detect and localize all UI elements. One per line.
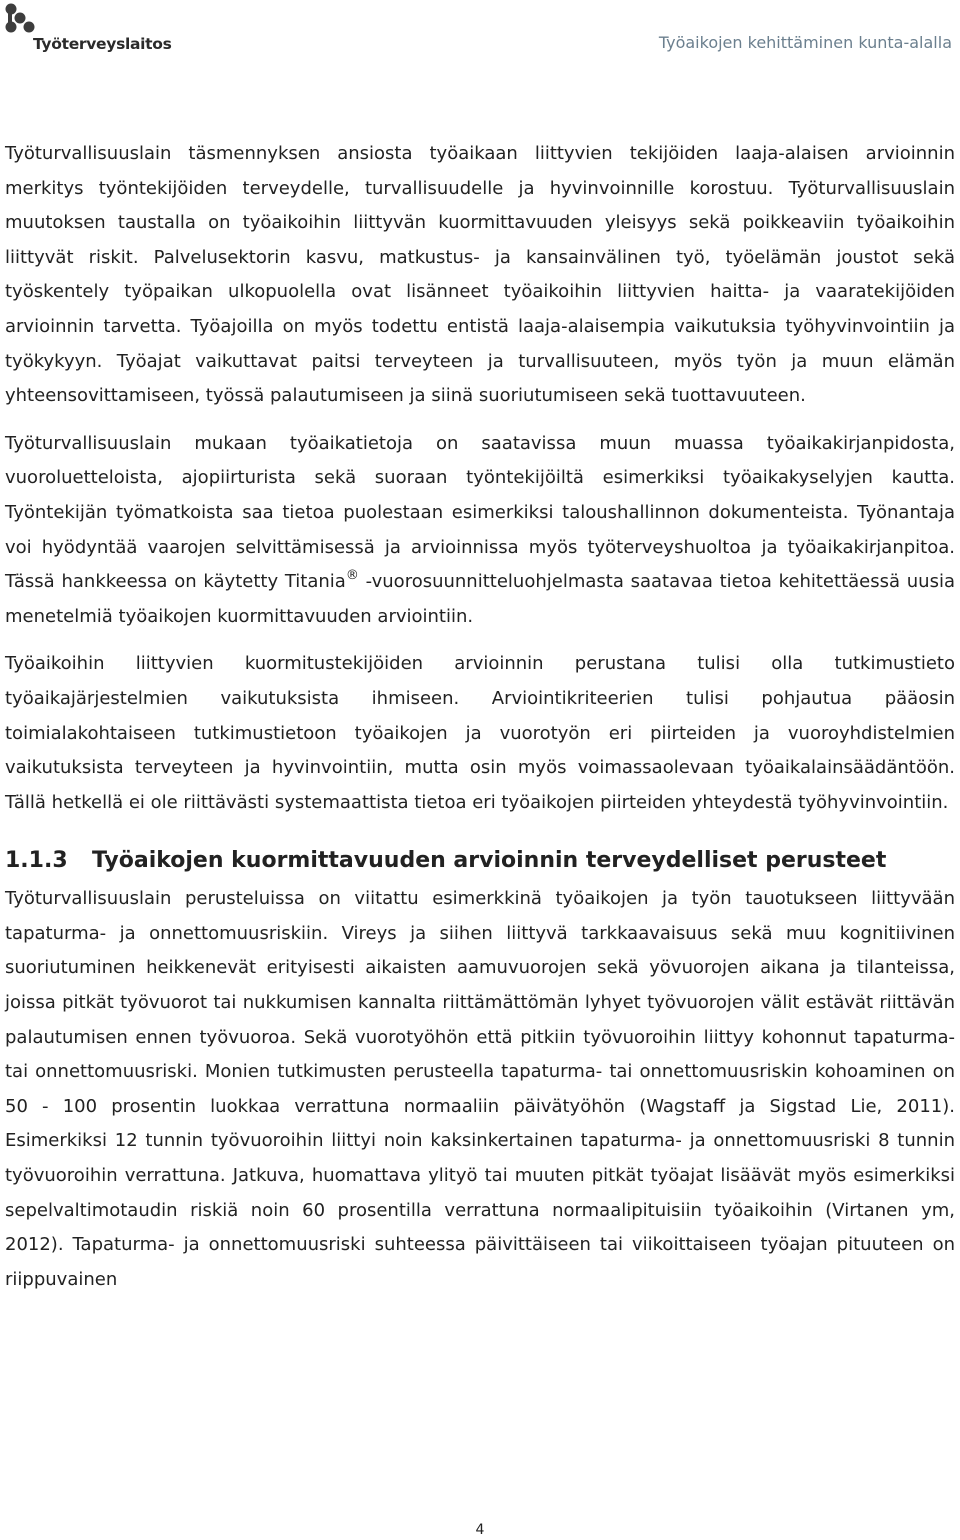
logo-wordmark: Työterveyslaitos (33, 35, 172, 53)
section-heading (5, 844, 955, 877)
page-number: 4 (475, 1522, 485, 1538)
document-body (5, 137, 955, 1297)
section-number: 1.1.3 (5, 848, 68, 874)
section-paragraph: Työturvallisuuslain perusteluissa on viitattu esimerkkinä työaikojen ja työn tauotukseen liittyvään tapaturma- ja onnettomuusriskiin. Vireys ja siihen liittyvä tarkkaavaisuus sekä muu kognitiivinen suoriutuminen heikkenevät erityisesti aikaisten aamuvuorojen sekä yövuorojen aikana ja tilanteissa, joissa pitkät työvuorot tai nukkumisen kannalta riittämättömän lyhyet työvuorojen välit estävät riittävän palautumisen ennen työvuoroa. Sekä vuorotyöhön että pitkiin työvuoroihin liittyy kohonnut tapaturma- tai onnettomuusriski. Monien tutkimusten perusteella tapaturma- tai onnettomuusriskin kohoaminen on 50 - 100 prosentin luokkaa verrattuna normaaliin päivätyöhön (Wagstaff ja Sigstad Lie, 2011). Esimerkiksi 12 tunnin työvuoroihin liittyi noin kaksinkertainen tapaturma- ja onnettomuusriski 8 tunnin työvuoroihin verrattuna. Jatkuva, huomattava ylityö tai muuten pitkät työajat lisäävät myös esimerkiksi sepelvaltimotaudin riskiä noin 60 prosentilla verrattuna normaalipituisiin työaikoihin (Virtanen ym, 2012). Tapaturma- ja onnettomuusriski suhteessa päivittäiseen tai viikoittaiseen työajan pituuteen on riippuvainen (5, 888, 955, 1290)
body-paragraph-3: Työaikoihin liittyvien kuormitustekijöiden arvioinnin perustana tulisi olla tutkimustieto työaikajärjestelmien vaikutuksista ihmiseen. Arviointikriteerien tulisi pohjautua pääosin toimialakohtaiseen tutkimustietoon työaikojen ja vuorotyön eri piirteiden ja vuoroyhdistelmien vaikutuksista terveyteen ja hyvinvointiin, mutta osin myös voimassaolevaan työaikalainsäädäntöön. Tällä hetkellä ei ole riittävästi systemaattista tietoa eri työaikojen piirteiden yhteydestä työhyvinvointiin. (5, 653, 955, 813)
organization-logo (3, 2, 173, 62)
section-title: Työaikojen kuormittavuuden arvioinnin terveydelliset perusteet (92, 848, 887, 874)
registered-mark: ® (345, 568, 359, 584)
paragraph-2-text-end: -vuorosuunnitteluohjelmasta saatavaa tietoa kehitettäessä uusia menetelmiä työaikojen kuormittavuuden arviointiin. (5, 571, 956, 627)
document-title: Työaikojen kehittäminen kunta-alalla (658, 33, 952, 52)
body-paragraph-1: Työturvallisuuslain täsmennyksen ansiosta työaikaan liittyvien tekijöiden laaja-alaisen arvioinnin merkitys työntekijöiden terveydelle, turvallisuudelle ja hyvinvoinnille korostuu. Työturvallisuuslain muutoksen taustalla on työaikoihin liittyvän kuormittavuuden yleisyys sekä poikkeaviin työaikoihin liittyvät riskit. Palvelusektorin kasvu, matkustus- ja kansainvälinen työ, työelämän joustot sekä työskentely työpaikan ulkopuolella ovat lisänneet työaikoihin liittyvien haitta- ja vaaratekijöiden arvioinnin tarvetta. Työajoilla on myös todettu entistä laaja-alaisempia vaikutuksia työhyvinvointiin ja työkykyyn. Työajat vaikuttavat paitsi terveyteen ja turvallisuuteen, myös työn ja muun elämän yhteensovittamiseen, työssä palautumiseen ja siinä suoriutumiseen sekä tuottavuuteen. (5, 143, 955, 407)
page-header (0, 0, 960, 80)
body-paragraph-2 (5, 427, 955, 635)
paragraph-2-text-start: Työturvallisuuslain mukaan työaikatietoja on saatavissa muun muassa työaikakirjanpidosta, vuoroluetteloista, ajopiirturista sekä suoraan työntekijöiltä esimerkiksi työaikakyselyjen kautta. Työntekijän työmatkoista saa tietoa puolestaan esimerkiksi taloushallinnon dokumenteista. Työnantaja voi hyödyntää vaarojen selvittämisessä ja arvioinnissa myös työterveyshuoltoa ja työaikakirjanpitoa. Tässä hankkeessa on käytetty Titania (5, 432, 955, 593)
